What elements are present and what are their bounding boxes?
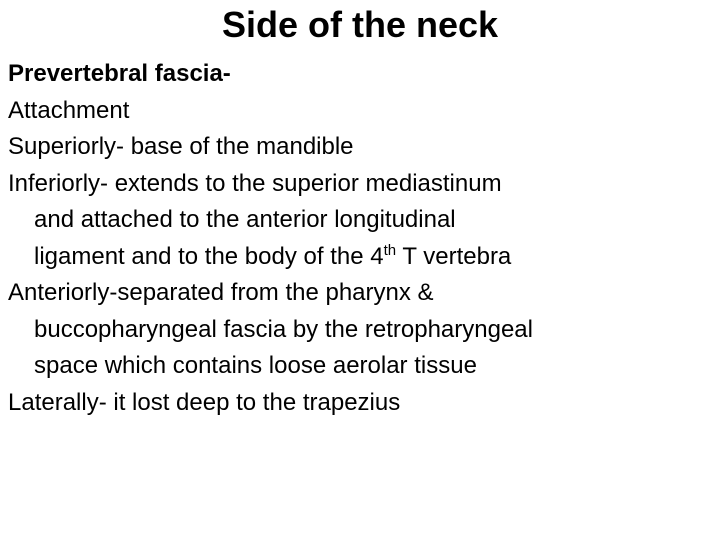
laterally-text: Laterally- it lost deep to the trapezius (8, 388, 401, 416)
inferiorly-line-3-after: T vertebra (396, 242, 512, 270)
section-heading: Prevertebral fascia- (8, 60, 231, 87)
inferiorly-line-3-before: ligament and to the body of the 4 (34, 242, 384, 270)
anteriorly-line-2: buccopharyngeal fascia by the retropharyngeal (34, 315, 533, 343)
attachment-label: Attachment (8, 96, 130, 124)
slide-body (8, 56, 708, 421)
inferiorly-line-3 (8, 239, 708, 276)
anteriorly-line-1: Anteriorly-separated from the pharynx & (8, 279, 434, 306)
anteriorly-line-3: space which contains loose aerolar tissue (34, 352, 477, 379)
slide-title: Side of the neck (221, 4, 499, 45)
ordinal-superscript: th (383, 241, 397, 259)
inferiorly-line-1: Inferiorly- extends to the superior mediastinum (8, 169, 502, 197)
inferiorly-line-2: and attached to the anterior longitudinal (34, 206, 456, 233)
superiorly-text: Superiorly- base of the mandible (8, 133, 354, 160)
